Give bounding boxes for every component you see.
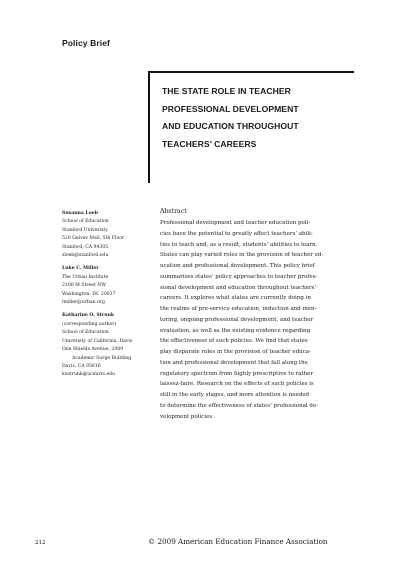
author-email: sloeb@stanford.edu: [62, 253, 109, 259]
abstract-text-line: the realms of pre-service education, induction and men-: [160, 306, 317, 312]
abstract-text-line: regulatory spectrum from highly prescriptive to rather: [160, 370, 314, 377]
author-name: Katharine O. Strunk: [62, 313, 115, 319]
article-title-line: THE STATE ROLE IN TEACHER: [162, 86, 291, 96]
author-name: Susanna Loeb: [62, 211, 98, 216]
abstract-text-line: careers. It explores what states are currently doing in: [160, 295, 311, 302]
author-address-line: 520 Galvez Mall, 5th Floor: [62, 236, 125, 242]
author-block-loeb: [62, 210, 154, 260]
abstract-text-line: evaluation, as well as the existing evidence regarding: [160, 327, 311, 334]
author-affiliation-line: Stanford University: [62, 227, 108, 233]
abstract-text-line: sional development and education throughout teachers’: [160, 284, 317, 291]
author-affiliations: [62, 210, 154, 385]
abstract-text-line: toring, ongoing professional development, and teacher: [160, 316, 314, 323]
page-number: 212: [35, 540, 46, 546]
abstract-text-line: Professional development and teacher education poli-: [160, 220, 311, 226]
author-block-miller: [62, 265, 154, 307]
article-title-line: PROFESSIONAL DEVELOPMENT: [162, 103, 299, 114]
author-address-line: 2100 M Street NW: [62, 283, 106, 289]
author-affiliation-line: School of Education: [62, 330, 109, 336]
abstract-text-line: velopment policies.: [160, 413, 214, 420]
abstract-text-line: tion and professional development that fall along the: [160, 359, 308, 366]
abstract-text-line: ties to teach and, as a result, students’ abilities to learn.: [160, 241, 318, 248]
abstract-text-line: still in the early stages, and more attention is needed: [160, 392, 310, 398]
article-title-box: [148, 71, 354, 183]
abstract-text-line: the effectiveness of such policies. We find that states: [160, 338, 308, 345]
author-address-line: Washington, DC 20037: [62, 291, 116, 297]
author-address-line: One Shields Avenue, 2089: [62, 347, 124, 353]
abstract-section: [160, 208, 358, 422]
copyright-notice: © 2009 American Education Finance Association: [148, 537, 328, 546]
author-address-line: Academic Surge Building: [72, 355, 132, 361]
author-affiliation-line: School of Education: [62, 219, 109, 225]
article-title-line: TEACHERS’ CAREERS: [162, 138, 257, 149]
abstract-text-line: play disparate roles in the provision of teacher educa-: [160, 349, 311, 355]
author-affiliation-line: The Urban Institute: [62, 274, 109, 280]
abstract-text-line: ucation and professional development. This policy brief: [160, 263, 315, 269]
abstract-text-line: summarizes states’ policy approaches to teacher profes-: [160, 273, 318, 280]
corresponding-author-note: (corresponding author): [62, 321, 117, 327]
author-block-strunk: [62, 312, 154, 379]
author-address-line: Davis, CA 95616: [62, 363, 101, 369]
abstract-text-line: to determine the effectiveness of states’ professional de-: [160, 402, 319, 409]
abstract-text-line: cies have the potential to greatly affect teachers’ abili-: [160, 230, 313, 237]
policy-brief-label: Policy Brief: [62, 38, 110, 48]
author-email: lmiller@urban.org: [62, 300, 105, 306]
author-name: Luke C. Miller: [62, 266, 99, 272]
author-email: kostrunk@ucdavis.edu: [62, 372, 115, 378]
author-address-line: Stanford, CA 94305: [62, 244, 109, 250]
abstract-heading: Abstract: [160, 208, 187, 215]
abstract-text-line: laissez-faire. Research on the effects of such policies is: [160, 381, 314, 388]
abstract-text-line: States can play varied roles in the provision of teacher ed-: [160, 252, 324, 259]
article-title-line: AND EDUCATION THROUGHOUT: [162, 121, 299, 131]
author-affiliation-line: University of California, Davis: [62, 338, 133, 344]
